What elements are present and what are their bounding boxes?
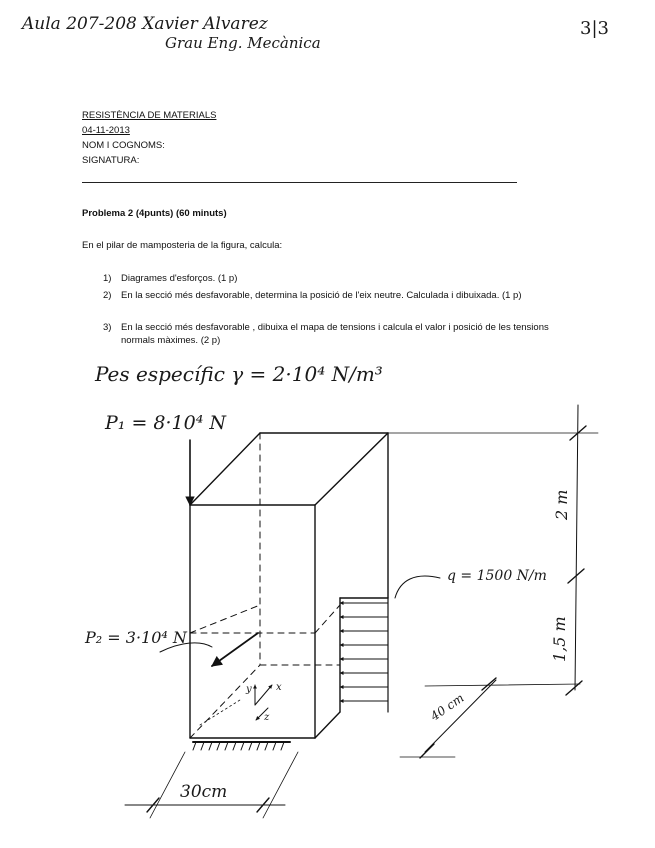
list-item-text: En la secció més desfavorable , dibuixa el mapa de tensions i calcula el valor i posició de les tensions normals màximes. (2 p): [121, 322, 549, 346]
course-title: RESISTÈNCIA DE MATERIALS: [82, 110, 217, 121]
page-number: 3|3: [580, 18, 609, 39]
q-label: q = 1500 N/m: [447, 568, 547, 584]
axis-y-label: y: [246, 684, 252, 695]
list-item-text: Diagrames d'esforços. (1 p): [121, 273, 238, 284]
dimension-line: [263, 752, 298, 818]
p2-label: P₂ = 3·10⁴ N: [85, 628, 187, 647]
dimension-tick: [420, 744, 434, 758]
pillar-edge: [315, 712, 340, 738]
dimension-line: [425, 684, 580, 686]
problem-intro: En el pilar de mamposteria de la figura, calcula:: [82, 240, 283, 251]
axis-z-label: z: [264, 712, 270, 723]
p1-label: P₁ = 8·10⁴ N: [105, 412, 226, 434]
handwritten-header-name: Aula 207-208 Xavier Alvarez: [22, 14, 268, 34]
dimension-line: [575, 405, 578, 690]
handwritten-header-degree: Grau Eng. Mecànica: [165, 34, 321, 52]
signature-label: SIGNATURA:: [82, 155, 140, 166]
hidden-edge: [190, 665, 260, 738]
dimension-tick: [566, 681, 582, 695]
list-item-number: 2): [103, 290, 112, 301]
axis-x-label: x: [276, 682, 282, 693]
dim-40cm-label: 40 cm: [428, 690, 467, 724]
dimension-tick: [482, 678, 496, 690]
list-item-number: 3): [103, 322, 112, 333]
section-line: [315, 605, 340, 633]
name-label: NOM I COGNOMS:: [82, 140, 165, 151]
problem-title: Problema 2 (4punts) (60 minuts): [82, 208, 227, 219]
dim-2m-label: 2 m: [552, 489, 571, 520]
q-load-arrows: [340, 603, 388, 701]
specific-weight-annotation: Pes específic γ = 2·10⁴ N/m³: [95, 362, 383, 386]
list-item-text: En la secció més desfavorable, determina la posició de l'eix neutre. Calculada i dibuixada. (1 p): [121, 290, 522, 301]
pillar-edge: [190, 433, 260, 505]
q-leader: [395, 576, 440, 598]
section-hatch: [200, 700, 240, 725]
p2-arrow: [212, 633, 258, 666]
pillar-edge: [315, 433, 388, 505]
section-line: [190, 605, 260, 633]
list-item-number: 1): [103, 273, 112, 284]
dim-1-5m-label: 1,5 m: [550, 616, 569, 662]
axis-x: [255, 685, 272, 705]
dim-30cm-label: 30cm: [180, 782, 228, 802]
exam-date: 04-11-2013: [82, 125, 130, 136]
